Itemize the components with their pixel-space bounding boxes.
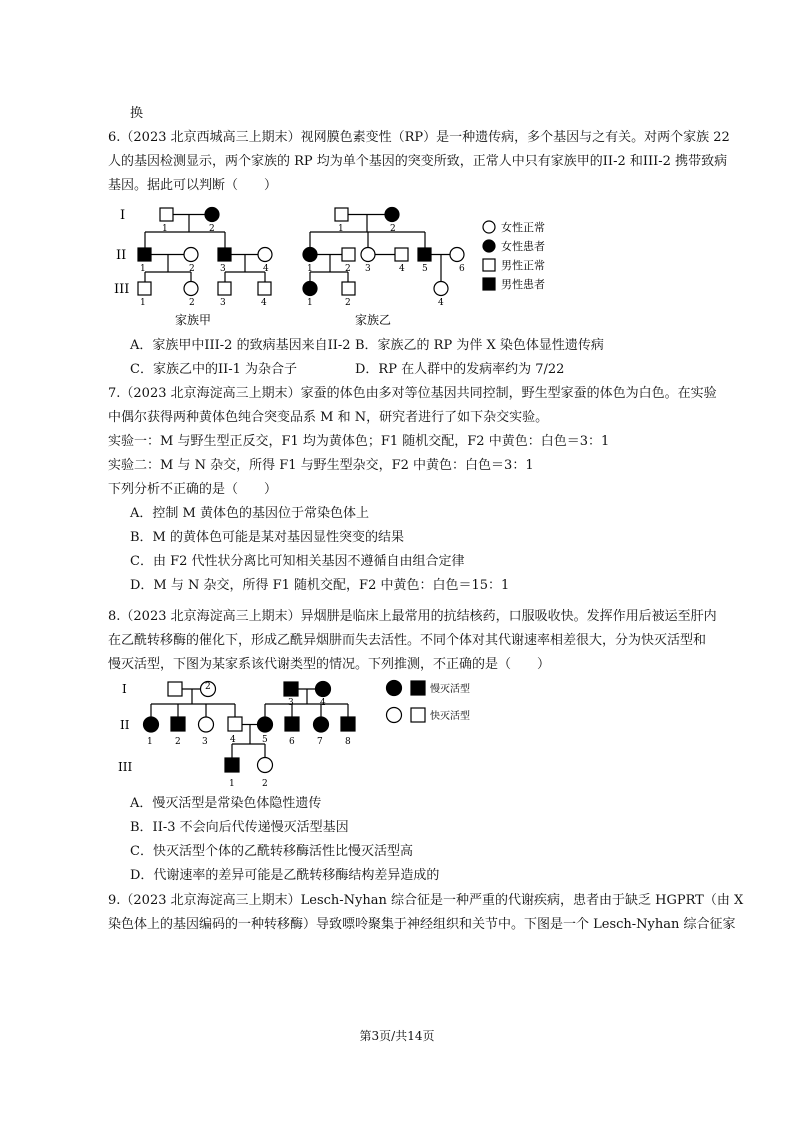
svg-text:6: 6: [289, 737, 295, 747]
fam-a-III4-normal-male: [258, 282, 271, 295]
svg-text:3: 3: [220, 298, 226, 308]
legend-affected-female-symbol: [483, 240, 495, 252]
q7-stem-line2: 中偶尔获得两种黄体色纯合突变品系 M 和 N，研究者进行了如下杂交实验。: [108, 410, 549, 425]
legend-affected-female-label: 女性患者: [501, 240, 545, 253]
q8-stem-line3: 慢灭活型，下图为某家系该代谢类型的情况。下列推测，不正确的是（ ）: [108, 657, 551, 672]
fam-b-II5-affected-male: [418, 248, 431, 261]
q9-stem-line1: 9.（2023 北京海淀高三上期末）Lesch-Nyhan 综合征是一种严重的代谢疾病，患者由于缺乏 HGPRT（由 X: [108, 893, 744, 908]
fam-b-III2-normal-male: [342, 282, 355, 295]
q8-legend-fast-male-symbol: [411, 708, 425, 722]
svg-text:1: 1: [147, 737, 153, 747]
q6-option-a: A．家族甲中III-2 的致病基因来自II-2: [130, 338, 351, 353]
svg-text:2: 2: [209, 224, 215, 234]
q8-III2-fast-female: [258, 758, 273, 773]
fam-a-III1-normal-male: [138, 282, 151, 295]
q8-I4-slow-female: [316, 682, 331, 697]
svg-text:8: 8: [345, 737, 351, 747]
fam-a-II2-normal-female: [184, 248, 198, 262]
fam-b-II3-normal-female: [361, 248, 375, 262]
q8-I1-fast-male: [168, 682, 182, 696]
legend-normal-male-label: 男性正常: [501, 259, 545, 272]
q6-stem-line1: 6.（2023 北京西城高三上期末）视网膜色素变性（RP）是一种遗传病，多个基因与之有关。对两个家族 22: [108, 130, 730, 145]
svg-text:1: 1: [338, 224, 344, 234]
q8-II5-slow-female: [258, 717, 273, 732]
page-footer: 第3页/共14页: [359, 1029, 435, 1043]
fam-a-II1-affected-male: [138, 248, 151, 261]
q7-experiment-2: 实验二：M 与 N 杂交，所得 F1 与野生型杂交，F2 中黄色：白色＝3：1: [108, 458, 534, 473]
q6-pedigree-figure: [100, 200, 600, 335]
fam-b-II2-normal-male: [342, 248, 355, 261]
svg-text:3: 3: [288, 698, 294, 708]
q7-stem-line1: 7.（2023 北京海淀高三上期末）家蚕的体色由多对等位基因共同控制，野生型家蚕的体色为白色。在实验: [108, 386, 717, 401]
svg-text:1: 1: [162, 224, 168, 234]
svg-text:2: 2: [390, 224, 396, 234]
q8-option-d: D．代谢速率的差异可能是乙酰转移酶结构差异造成的: [130, 868, 440, 883]
fam-a-III3-normal-male: [218, 282, 231, 295]
q8-legend-slow-male-symbol: [411, 681, 425, 695]
svg-text:2: 2: [205, 682, 211, 692]
q8-II6-slow-male: [285, 717, 299, 731]
q6-gen-label-I: I: [120, 208, 126, 223]
q8-gen-label-I: I: [122, 682, 127, 696]
q8-II7-slow-female: [314, 717, 329, 732]
q8-option-b: B．II-3 不会向后代传递慢灭活型基因: [130, 820, 349, 835]
q7-experiment-1: 实验一：M 与野生型正反交，F1 均为黄体色；F1 随机交配，F2 中黄色：白色＝3：1: [108, 434, 610, 449]
svg-text:6: 6: [459, 264, 465, 274]
q6-stem-line3: 基因。据此可以判断（ ）: [108, 178, 278, 193]
svg-text:5: 5: [262, 735, 268, 745]
svg-text:4: 4: [230, 735, 236, 745]
q8-stem-line1: 8.（2023 北京海淀高三上期末）异烟肼是临床上最常用的抗结核药，口服吸收快。发挥作用后被运至肝内: [108, 609, 717, 624]
svg-text:1: 1: [307, 298, 313, 308]
q8-II4-fast-male: [228, 717, 242, 731]
q9-stem-line2: 染色体上的基因编码的一种转移酶）导致嘌呤聚集于神经组织和关节中。下图是一个 Lesch-Nyhan 综合征家: [108, 917, 736, 932]
svg-text:1: 1: [229, 779, 235, 789]
fam-a-I1-normal-male: [160, 208, 173, 221]
q8-legend-slow-label: 慢灭活型: [430, 684, 470, 695]
fam-b-II4-normal-male: [395, 248, 408, 261]
q6-family-b-label: 家族乙: [355, 313, 392, 327]
svg-text:2: 2: [189, 298, 195, 308]
legend-normal-male-symbol: [483, 259, 495, 271]
svg-text:4: 4: [399, 264, 405, 274]
q7-option-b: B．M 的黄体色可能是某对基因显性突变的结果: [130, 530, 404, 545]
q6-option-d: D．RP 在人群中的发病率约为 7/22: [355, 362, 565, 377]
page-continuation-text: 换: [130, 106, 144, 121]
fam-b-III4-normal-female: [434, 282, 448, 296]
svg-text:2: 2: [262, 779, 268, 789]
q8-option-a: A．慢灭活型是常染色体隐性遗传: [130, 796, 322, 811]
q8-I3-slow-male: [284, 682, 298, 696]
svg-text:2: 2: [175, 737, 181, 747]
svg-text:1: 1: [307, 264, 313, 274]
q6-gen-label-II: II: [116, 248, 127, 263]
svg-text:2: 2: [189, 264, 195, 274]
legend-normal-female-label: 女性正常: [501, 221, 545, 234]
fam-a-I2-affected-female: [205, 208, 219, 222]
q7-option-a: A．控制 M 黄体色的基因位于常染色体上: [130, 506, 369, 521]
q8-option-c: C．快灭活型个体的乙酰转移酶活性比慢灭活型高: [130, 844, 413, 859]
q6-family-a-label: 家族甲: [175, 313, 212, 327]
q8-legend-fast-female-symbol: [387, 708, 402, 723]
svg-text:3: 3: [365, 264, 371, 274]
svg-text:4: 4: [438, 298, 444, 308]
svg-text:3: 3: [220, 264, 226, 274]
fam-b-II1-affected-female: [303, 248, 317, 262]
q8-III1-slow-male: [225, 758, 239, 772]
q8-legend-slow-female-symbol: [387, 681, 402, 696]
q8-gen-label-III: III: [118, 760, 133, 774]
q6-option-c: C．家族乙中的II-1 为杂合子: [130, 362, 298, 377]
legend-affected-male-symbol: [483, 278, 495, 290]
q8-II1-slow-female: [144, 717, 159, 732]
svg-text:4: 4: [261, 298, 267, 308]
svg-text:3: 3: [202, 737, 208, 747]
svg-text:2: 2: [345, 298, 351, 308]
q7-option-c: C．由 F2 代性状分离比可知相关基因不遵循自由组合定律: [130, 554, 465, 569]
legend-normal-female-symbol: [483, 221, 495, 233]
svg-text:5: 5: [422, 264, 428, 274]
q7-prompt: 下列分析不正确的是（ ）: [108, 482, 278, 497]
svg-text:1: 1: [140, 264, 146, 274]
svg-text:2: 2: [345, 264, 351, 274]
q6-option-b: B．家族乙的 RP 为伴 X 染色体显性遗传病: [355, 338, 604, 353]
q8-gen-label-II: II: [120, 718, 130, 732]
q6-stem-line2: 人的基因检测显示，两个家族的 RP 均为单个基因的突变所致，正常人中只有家族甲的II-2 和III-2 携带致病: [108, 154, 728, 169]
q6-gen-label-III: III: [114, 282, 130, 297]
q8-pedigree-figure: [110, 674, 490, 789]
q8-II8-slow-male: [341, 717, 355, 731]
q8-legend-fast-label: 快灭活型: [430, 711, 470, 722]
svg-text:4: 4: [320, 698, 326, 708]
q8-II2-slow-male: [171, 717, 185, 731]
fam-b-I1-normal-male: [335, 208, 348, 221]
fam-a-II3-affected-male: [218, 248, 231, 261]
svg-text:4: 4: [263, 264, 269, 274]
fam-a-II4-normal-female: [258, 248, 272, 262]
fam-b-II6-normal-female: [450, 248, 464, 262]
svg-text:7: 7: [317, 737, 323, 747]
svg-text:1: 1: [140, 298, 146, 308]
q7-option-d: D．M 与 N 杂交，所得 F1 随机交配，F2 中黄色：白色＝15：1: [130, 578, 510, 593]
fam-b-I2-affected-female: [385, 208, 399, 222]
fam-b-III1-affected-female: [303, 282, 317, 296]
fam-a-III2-normal-female: [184, 282, 198, 296]
legend-affected-male-label: 男性患者: [501, 278, 545, 291]
q8-stem-line2: 在乙酰转移酶的催化下，形成乙酰异烟肼而失去活性。不同个体对其代谢速率相差很大，分为快灭活型和: [108, 633, 707, 648]
q8-II3-fast-female: [199, 717, 214, 732]
